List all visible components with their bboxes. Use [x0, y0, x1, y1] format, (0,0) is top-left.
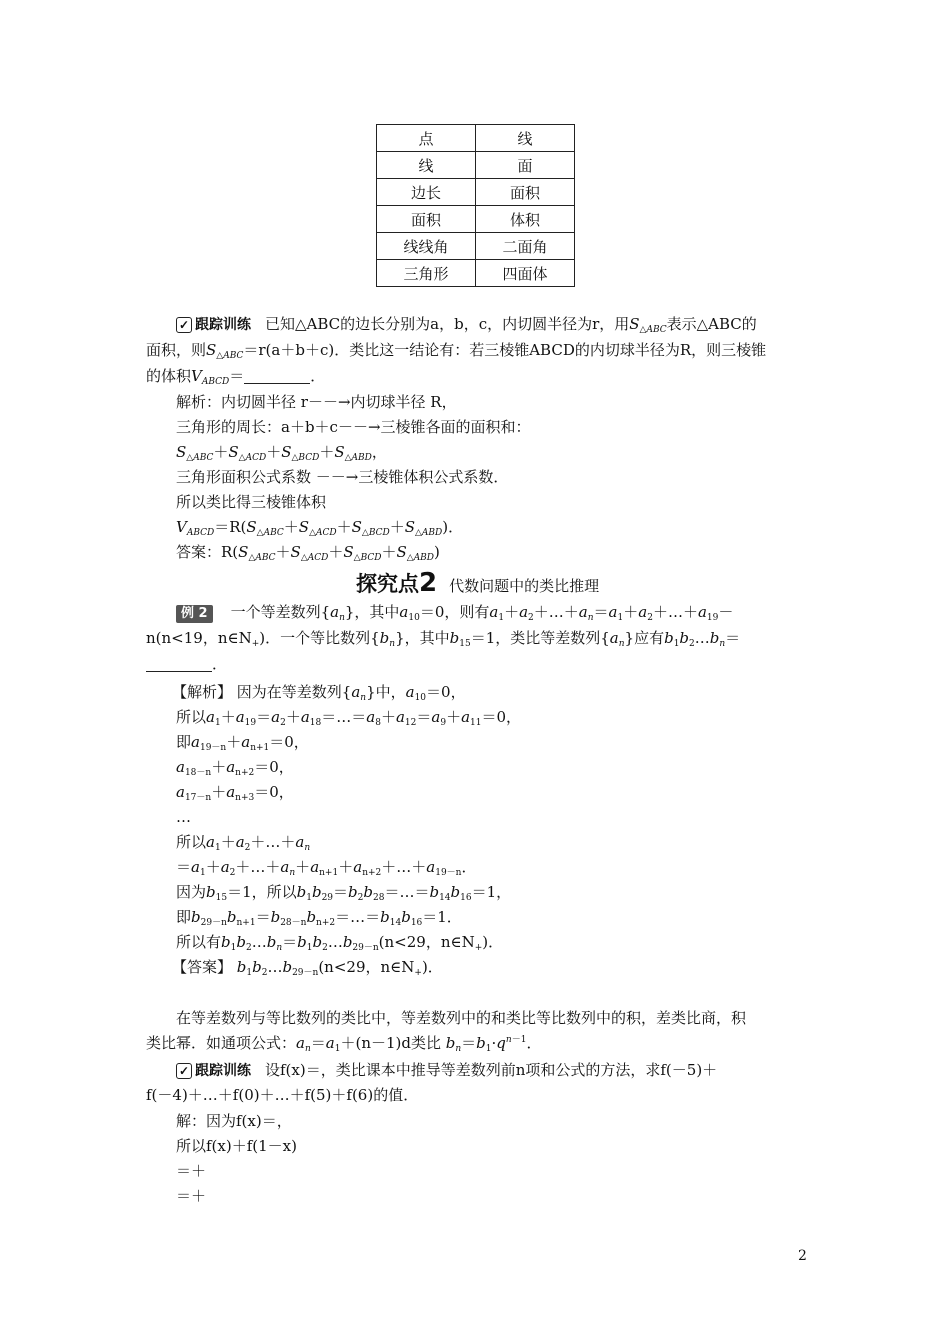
answer-blank-2 — [146, 655, 212, 672]
page-number: 2 — [798, 1248, 807, 1264]
table-cell: 三角形 — [377, 260, 476, 287]
example-line-3: ． — [146, 652, 227, 676]
analysis-line-3: 即$a_{19-n}+a_{n+1}=0$， — [176, 733, 309, 753]
solution-line-6: $V_{ABCD}=R(S_{\triangle ABC}+S_{\triangle ACD}+S_{\triangle BCD}+S_{\triangle ABD})$． — [176, 518, 464, 538]
table-row — [377, 179, 575, 206]
section-heading: 探究点2 代数问题中的类比推理 — [356, 568, 600, 598]
solution-line-2: 三角形的周长：a＋b＋c－－→三棱锥各面的面积和： — [176, 418, 531, 436]
example-line-1: 例 2 一个等差数列$\{a_n\}$，其中$a_{10}=0$，则有$a_1+a_2+\dots+a_n=a_1+a_2+\dots+a_{19}-$ — [176, 600, 733, 624]
training2-solution-2: 所以f(x)＋f(1－x) — [176, 1137, 297, 1155]
solution-line-1: 解析：内切圆半径 r－－→内切球半径 R， — [176, 393, 457, 411]
training2-solution-1: 解：因为f(x)＝， — [176, 1112, 292, 1130]
table-cell: 面积 — [377, 206, 476, 233]
analysis-line-9: 因为$b_{15}=1$，所以$b_1b_{29}=b_2b_{28}=\dots=b_{14}b_{16}=1$， — [176, 883, 512, 903]
training2-solution-3: ＝＋ — [176, 1162, 207, 1180]
training-line-2: 面积，则$S_{\triangle ABC}=r(a+b+c)$．类比这一结论有：若三棱锥ABCD的内切球半径为R，则三棱锥 — [146, 341, 767, 361]
table-cell: 面积 — [476, 179, 575, 206]
training-line-3: 的体积$V_{ABCD}=$ ． — [146, 367, 326, 387]
table-cell: 四面体 — [476, 260, 575, 287]
checkbox-icon: ✓ — [176, 1063, 192, 1079]
table-row — [377, 152, 575, 179]
solution-line-5: 所以类比得三棱锥体积 — [176, 493, 327, 511]
table-row — [377, 206, 575, 233]
analysis-line-6: … — [176, 808, 191, 826]
example-line-2: n(n<19，$n\in N_+$)．一个等比数列$\{b_n\}$，其中$b_{15}=1$，类比等差数列$\{a_n\}$应有$b_1b_2\dots b_n=$ — [146, 629, 741, 649]
table-cell: 线 — [476, 125, 575, 152]
analysis-line-1: 【解析】 因为在等差数列$\{a_n\}$中，$a_{10}=0$， — [172, 683, 466, 703]
table-cell: 线线角 — [377, 233, 476, 260]
training2-line-2: f(－4)＋…＋f(0)＋…＋f(5)＋f(6)的值． — [146, 1086, 419, 1104]
analysis-line-7: 所以$a_1+a_2+\dots+a_n$ — [176, 833, 311, 853]
table-cell: 线 — [377, 152, 476, 179]
solution-line-4: 三角形面积公式系数 －－→三棱锥体积公式系数． — [176, 468, 509, 486]
training2-line-1: ✓ 跟踪训练 设f(x)＝，类比课本中推导等差数列前n项和公式的方法，求f(－5)＋ — [176, 1058, 717, 1083]
analysis-line-10: 即$b_{29-n}b_{n+1}=b_{28-n}b_{n+2}=\dots=b_{14}b_{16}=1$． — [176, 908, 462, 928]
solution-answer: 答案：$R(S_{\triangle ABC}+S_{\triangle ACD}+S_{\triangle BCD}+S_{\triangle ABD})$ — [176, 543, 440, 563]
follow-training-tag-2: ✓ 跟踪训练 — [176, 1059, 251, 1083]
training-line-1: ✓ 跟踪训练 已知△ABC的边长分别为a，b，c，内切圆半径为r，用$S_{\triangle ABC}$表示△ABC的 — [176, 312, 757, 337]
table-row — [377, 125, 575, 152]
summary-line-2: 类比幂．如通项公式：$a_n=a_1+(n-1)d$类比 $b_n=b_1\cdot q^{n-1}$． — [146, 1034, 542, 1054]
answer-blank — [244, 367, 310, 384]
table-cell: 体积 — [476, 206, 575, 233]
checkbox-icon: ✓ — [176, 317, 192, 333]
table-cell: 点 — [377, 125, 476, 152]
solution-line-3: $S_{\triangle ABC}+S_{\triangle ACD}+S_{\triangle BCD}+S_{\triangle ABD}$， — [176, 443, 387, 463]
follow-training-tag: ✓ 跟踪训练 — [176, 313, 251, 337]
table-row — [377, 260, 575, 287]
table-row — [377, 233, 575, 260]
analysis-line-8: $=a_1+a_2+\dots+a_n+a_{n+1}+a_{n+2}+\dots+a_{19-n}$． — [176, 858, 477, 878]
table-cell: 面 — [476, 152, 575, 179]
summary-line-1: 在等差数列与等比数列的类比中，等差数列中的和类比等比数列中的积，差类比商，积 — [176, 1009, 747, 1027]
analysis-line-11: 所以有$b_1b_2\dots b_n=b_1b_2\dots b_{29-n}(n<29$，$n\in N_+$)． — [176, 933, 504, 953]
analysis-line-5: $a_{17-n}+a_{n+3}=0$， — [176, 783, 294, 803]
analogy-table — [376, 124, 575, 287]
example-badge: 例 2 — [176, 605, 213, 623]
analysis-line-2: 所以$a_1+a_{19}=a_2+a_{18}=\dots=a_8+a_{12}=a_9+a_{11}=0$， — [176, 708, 522, 728]
training2-solution-4: ＝＋ — [176, 1187, 207, 1205]
table-cell: 边长 — [377, 179, 476, 206]
answer-line: 【答案】 $b_1b_2\dots b_{29-n}(n<29$，$n\in N_+$)． — [172, 958, 443, 978]
analysis-line-4: $a_{18-n}+a_{n+2}=0$， — [176, 758, 294, 778]
table-cell: 二面角 — [476, 233, 575, 260]
